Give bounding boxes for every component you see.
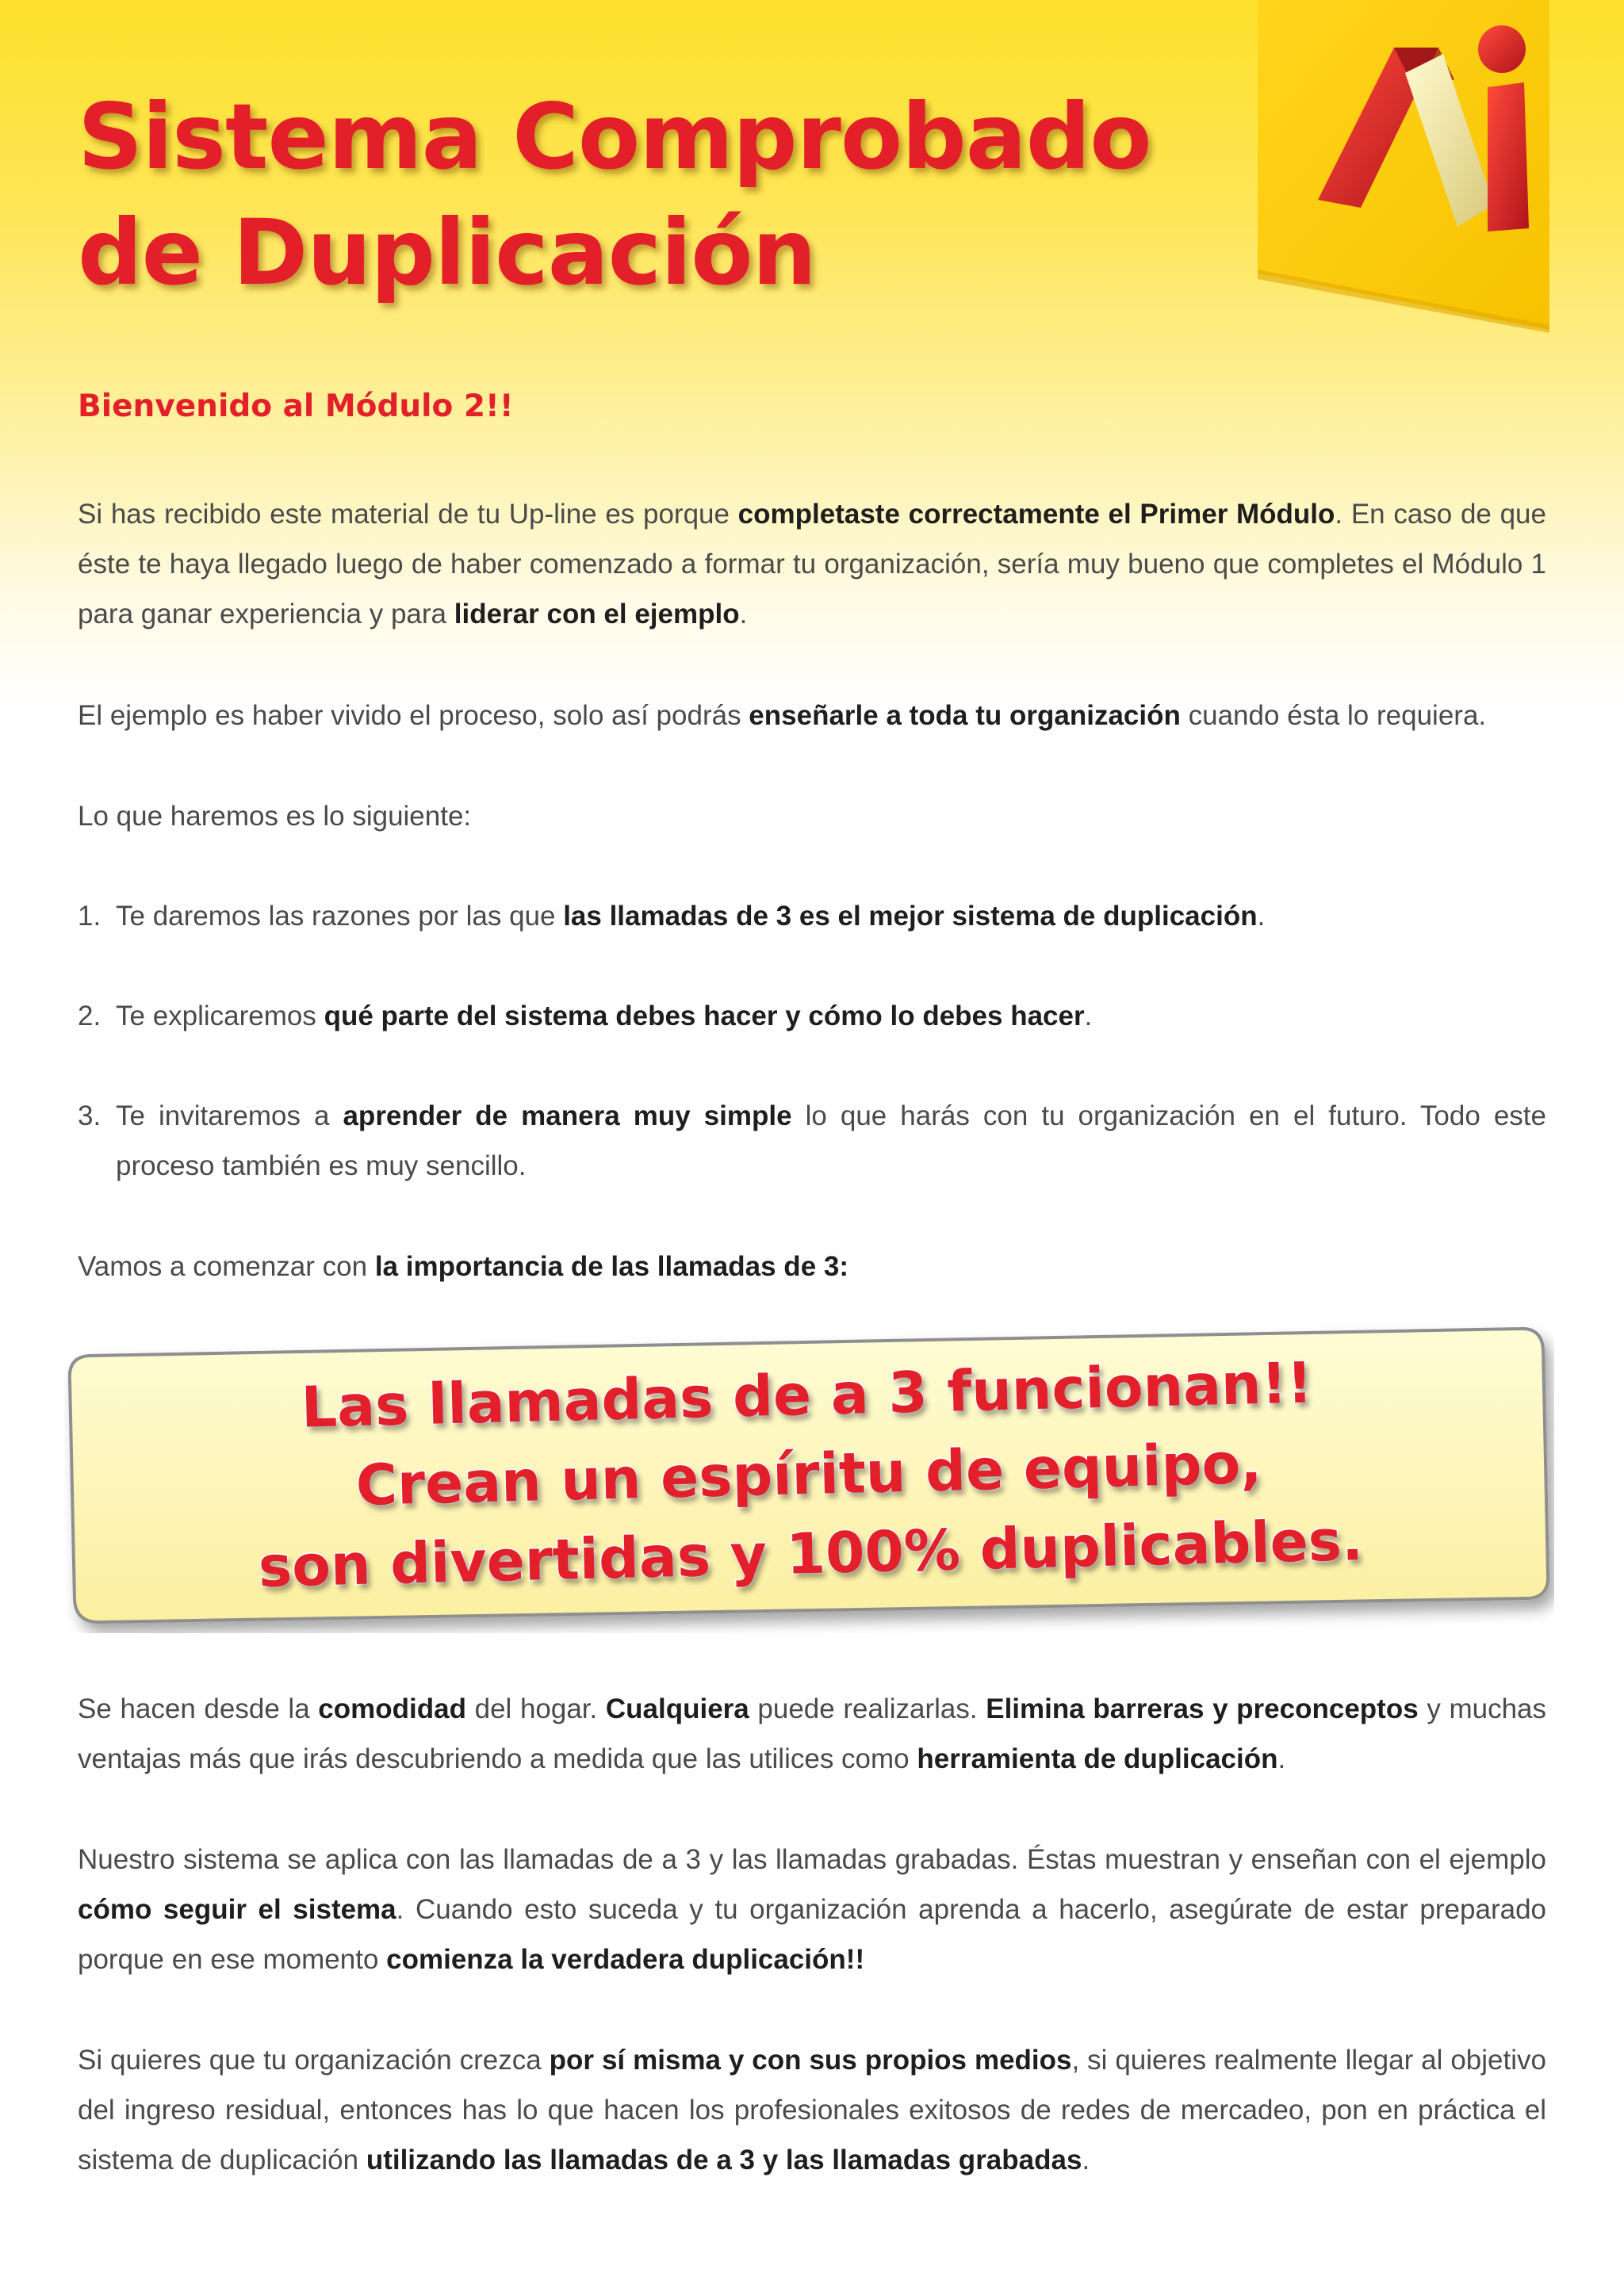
module-subtitle: Bienvenido al Módulo 2!!: [78, 388, 514, 424]
list-text: [116, 1091, 1546, 1191]
callout-line-2: Crean un espíritu de equipo,: [354, 1430, 1263, 1518]
bold-segment: aprender de manera muy simple: [343, 1100, 792, 1131]
list-number: 3.: [78, 1100, 102, 1131]
system-paragraph: [78, 1835, 1546, 1984]
text-segment: .: [1277, 1743, 1286, 1774]
bold-segment: cómo seguir el sistema: [78, 1894, 396, 1925]
text-segment: Te daremos las razones por las que: [116, 901, 564, 932]
text-segment: Te invitaremos a: [116, 1100, 343, 1131]
list-number: 1.: [78, 901, 102, 932]
bold-segment: completaste correctamente el Primer Módulo: [737, 499, 1335, 530]
bold-segment: la importancia de las llamadas de 3:: [374, 1251, 848, 1282]
text-segment: Te explicaremos: [116, 1001, 324, 1031]
callout-line-3: son divertidas y 100% duplicables.: [257, 1506, 1364, 1600]
example-paragraph: [78, 691, 1546, 740]
bold-segment: enseñarle a toda tu organización: [749, 700, 1181, 731]
list-item: [78, 991, 1546, 1041]
bold-segment: las llamadas de 3 es el mejor sistema de duplicación: [563, 901, 1258, 932]
bold-segment: Cualquiera: [605, 1693, 749, 1724]
bold-segment: qué parte del sistema debes hacer y cómo lo debes hacer: [324, 1001, 1085, 1031]
plan-intro: Lo que haremos es lo siguiente:: [78, 801, 472, 832]
page-title: [78, 79, 1151, 311]
title-line-1: Sistema Comprobado: [78, 84, 1151, 189]
brand-logo: [1250, 0, 1549, 333]
text-segment: Si has recibido este material de tu Up-line es porque: [78, 499, 738, 530]
text-segment: .: [1084, 1001, 1093, 1031]
bold-segment: liderar con el ejemplo: [454, 599, 740, 629]
bold-segment: Elimina barreras y preconceptos: [986, 1693, 1419, 1724]
list-text: [116, 991, 1546, 1041]
text-segment: .: [1257, 901, 1266, 932]
text-segment: . En caso de que éste te haya llegado luego de haber comenzado a formar tu organización, sería muy bueno que completes el Módulo 1 para ganar experiencia y para: [78, 499, 1546, 629]
bold-segment: comienza la verdadera duplicación!!: [386, 1944, 865, 1975]
text-segment: y muchas ventajas más que irás descubriendo a medida que las utilices como: [78, 1693, 1546, 1774]
intro-paragraph: [78, 489, 1546, 639]
bold-segment: por sí misma y con sus propios medios: [549, 2045, 1072, 2076]
text-segment: del hogar.: [465, 1693, 606, 1724]
list-number: 2.: [78, 1001, 102, 1031]
list-item: [78, 891, 1546, 941]
closing-paragraph: [78, 2035, 1546, 2185]
text-segment: Se hacen desde la: [78, 1693, 319, 1724]
text-segment: puede realizarlas.: [749, 1693, 986, 1724]
text-segment: lo que harás con tu organización en el futuro. Todo este proceso también es muy sencillo.: [116, 1100, 1546, 1181]
callout-line-1: Las llamadas de a 3 funcionan!!: [300, 1349, 1314, 1441]
text-segment: Si quieres que tu organización crezca: [78, 2045, 550, 2076]
title-line-2: de Duplicación: [78, 200, 816, 305]
bold-segment: utilizando las llamadas de a 3 y las llamadas grabadas: [366, 2145, 1082, 2175]
text-segment: .: [1082, 2145, 1090, 2175]
list-item: [78, 1091, 1546, 1191]
brand-logo-graphic: [1250, 0, 1549, 333]
highlight-callout: [63, 1316, 1554, 1633]
text-segment: El ejemplo es haber vivido el proceso, solo así podrás: [78, 700, 749, 731]
text-segment: . Cuando esto suceda y tu organización aprenda a hacerlo, asegúrate de estar preparado porque en ese momento: [78, 1894, 1546, 1975]
text-segment: cuando ésta lo requiera.: [1180, 700, 1487, 731]
callout-message: [61, 1337, 1557, 1612]
bold-segment: comodidad: [318, 1693, 466, 1724]
list-text: [116, 891, 1546, 941]
benefits-paragraph: [78, 1684, 1546, 1784]
text-segment: Nuestro sistema se aplica con las llamadas de a 3 y las llamadas grabadas. Éstas muestran y enseñan con el ejemplo: [78, 1844, 1546, 1875]
text-segment: Vamos a comenzar con: [78, 1251, 375, 1282]
lead-in-paragraph: [78, 1242, 1546, 1292]
text-segment: , si quieres realmente llegar al objetivo del ingreso residual, entonces has lo que hacen los profesionales exitosos de redes de mercadeo, pon en práctica el sistema de duplicación: [78, 2045, 1546, 2175]
bold-segment: herramienta de duplicación: [917, 1743, 1278, 1774]
text-segment: .: [739, 599, 748, 629]
